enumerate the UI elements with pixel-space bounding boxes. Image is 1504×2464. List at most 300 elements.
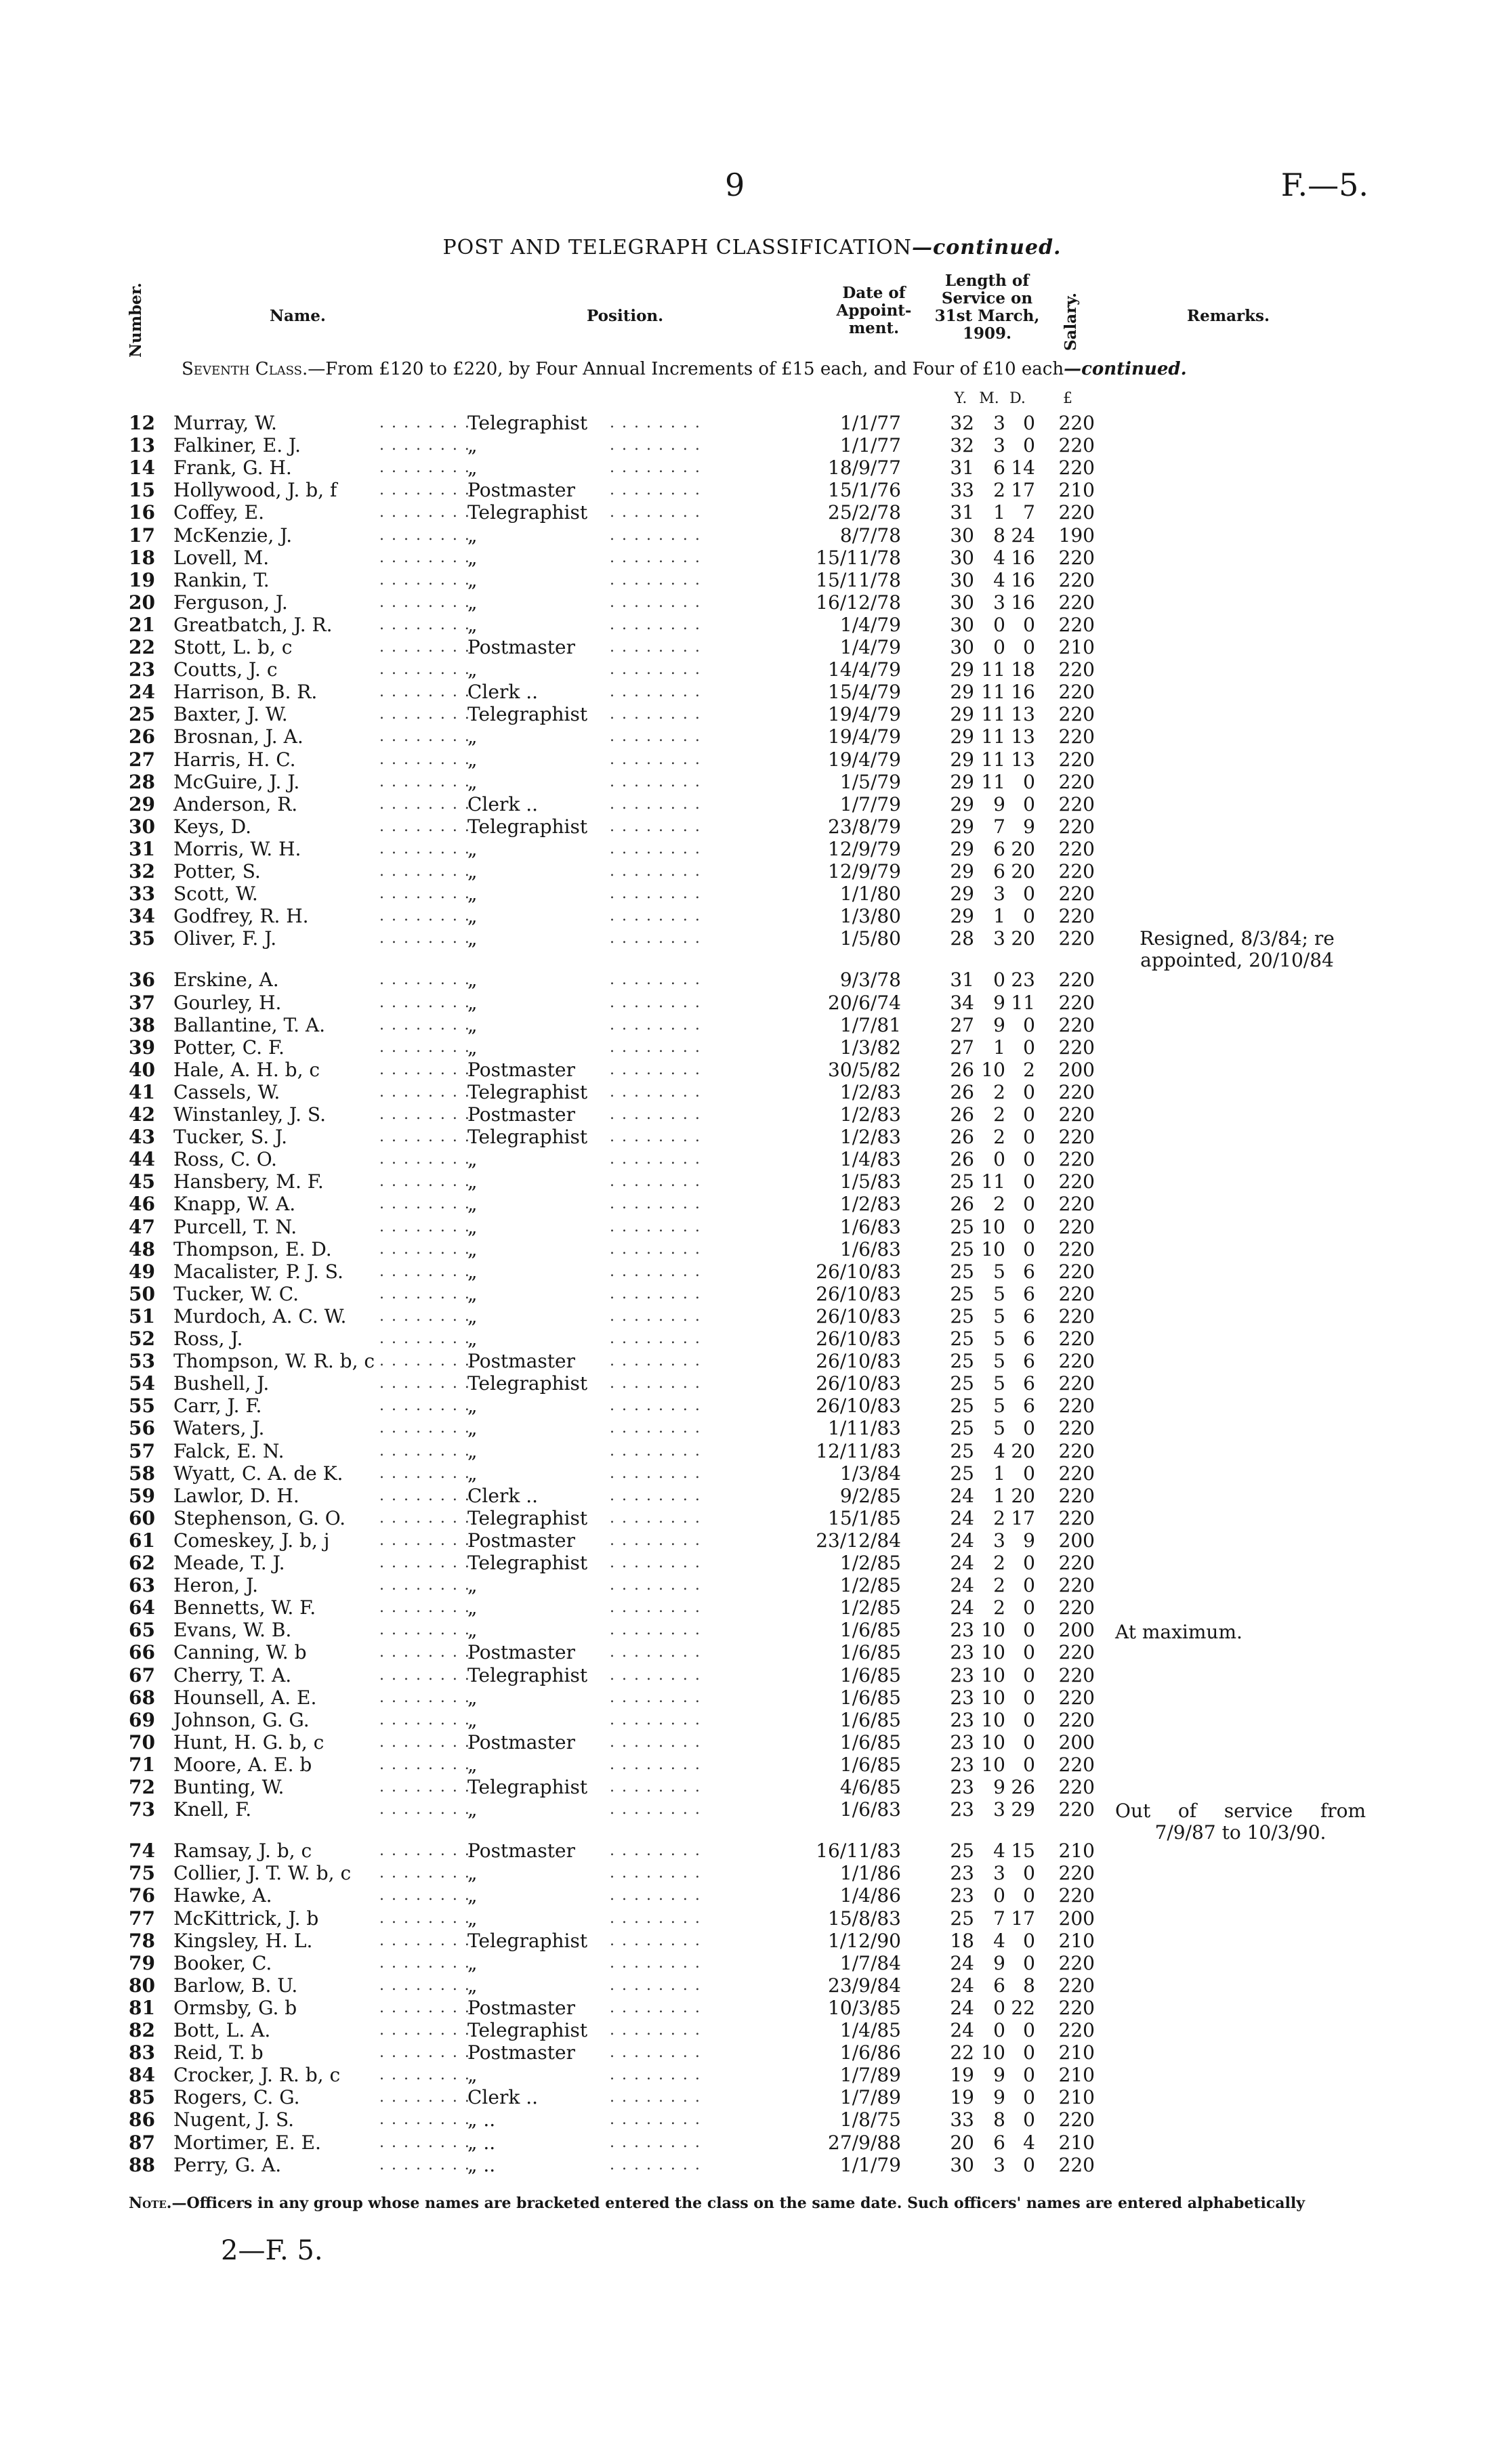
dot-leader: . . . . . . . .	[610, 1330, 701, 1347]
dot-leader: . . . . . . . .	[610, 1599, 701, 1617]
position: Postmaster	[467, 1529, 576, 1552]
table-row	[0, 434, 1504, 456]
salary: 220	[1058, 1641, 1095, 1664]
service-days: 29	[1011, 1798, 1035, 1821]
position: Telegraphist	[467, 1929, 588, 1952]
date-of-appointment: 1/4/83	[839, 1148, 901, 1171]
date-of-appointment: 1/6/83	[839, 1237, 901, 1260]
dot-leader: . . . . . . . .	[610, 930, 701, 948]
position: Postmaster	[467, 636, 576, 658]
dot-leader: . . . . . . . .	[610, 908, 701, 925]
service-months: 6	[993, 1974, 1005, 1997]
service-days: 0	[1023, 1462, 1035, 1485]
date-of-appointment: 15/1/76	[828, 479, 901, 502]
service-years: 32	[950, 434, 974, 457]
dot-leader: . . . . . . . .	[610, 1688, 701, 1706]
service-months: 3	[993, 434, 1005, 457]
service-years: 26	[950, 1080, 974, 1103]
service-months: 9	[993, 991, 1005, 1014]
position: „	[467, 658, 478, 681]
row-number: 55	[129, 1395, 155, 1418]
date-of-appointment: 15/1/85	[828, 1506, 901, 1529]
service-years: 23	[950, 1686, 974, 1709]
dot-leader: . . . . . . . .	[379, 1330, 471, 1347]
dot-leader: . . . . . . . .	[610, 1666, 701, 1684]
service-years: 29	[950, 681, 974, 704]
service-days: 17	[1011, 1506, 1035, 1529]
dot-leader: . . . . . . . .	[379, 1909, 471, 1927]
service-years: 29	[950, 725, 974, 748]
date-of-appointment: 1/6/85	[839, 1708, 901, 1731]
dot-leader: . . . . . . . .	[610, 1442, 701, 1460]
dot-leader: . . . . . . . .	[379, 1756, 471, 1773]
employee-name: Bennetts, W. F.	[173, 1596, 316, 1619]
date-of-appointment: 8/7/78	[839, 524, 901, 547]
dot-leader: . . . . . . . .	[379, 504, 471, 522]
service-days: 20	[1011, 860, 1035, 883]
dot-leader: . . . . . . . .	[379, 1779, 471, 1796]
row-number: 36	[129, 969, 155, 992]
salary: 220	[1058, 770, 1095, 793]
position: Telegraphist	[467, 1126, 588, 1149]
service-years: 23	[950, 1641, 974, 1664]
position: Postmaster	[467, 1058, 576, 1081]
position: „	[467, 883, 478, 906]
service-days: 0	[1023, 1686, 1035, 1709]
date-of-appointment: 14/4/79	[828, 658, 901, 681]
salary: 220	[1058, 991, 1095, 1014]
table-row	[0, 1440, 1504, 1462]
service-days: 9	[1023, 1529, 1035, 1552]
salary: 220	[1058, 501, 1095, 524]
dot-leader: . . . . . . . .	[379, 1733, 471, 1751]
row-number: 79	[129, 1951, 155, 1974]
salary: 220	[1058, 883, 1095, 906]
date-of-appointment: 16/12/78	[816, 591, 901, 614]
row-number: 22	[129, 636, 155, 658]
dot-leader: . . . . . . . .	[379, 1307, 471, 1325]
dot-leader: . . . . . . . .	[379, 1420, 471, 1437]
row-number: 33	[129, 883, 155, 906]
dot-leader: . . . . . . . .	[610, 1909, 701, 1927]
service-months: 2	[993, 1126, 1005, 1149]
remark-resigned: Resigned, 8/3/84; re appointed, 20/10/84	[1140, 927, 1335, 971]
date-of-appointment: 1/2/83	[839, 1103, 901, 1126]
employee-name: Potter, C. F.	[173, 1036, 285, 1059]
employee-name: Hansbery, M. F.	[173, 1170, 324, 1193]
column-header-date: Date of Appoint-ment.	[836, 284, 912, 337]
position: „	[467, 770, 478, 793]
service-months: 11	[981, 748, 1005, 771]
position: Telegraphist	[467, 1506, 588, 1529]
date-of-appointment: 1/1/80	[839, 883, 901, 906]
table-row	[0, 1997, 1504, 2019]
service-months: 5	[993, 1260, 1005, 1283]
date-of-appointment: 26/10/83	[816, 1350, 901, 1373]
date-of-appointment: 1/7/89	[839, 2064, 901, 2087]
position: „	[467, 1907, 478, 1930]
salary: 220	[1058, 1260, 1095, 1283]
dot-leader: . . . . . . . .	[610, 571, 701, 589]
position: „	[467, 1148, 478, 1171]
dot-leader: . . . . . . . .	[379, 908, 471, 925]
row-number: 61	[129, 1529, 155, 1552]
table-row	[0, 725, 1504, 748]
service-months: 9	[993, 2086, 1005, 2109]
service-days: 6	[1023, 1327, 1035, 1350]
service-months: 11	[981, 1170, 1005, 1193]
employee-name: Mortimer, E. E.	[173, 2131, 321, 2154]
service-days: 6	[1023, 1372, 1035, 1395]
position: „	[467, 1708, 478, 1731]
date-of-appointment: 26/10/83	[816, 1260, 901, 1283]
row-number: 80	[129, 1974, 155, 1997]
service-days: 0	[1023, 1080, 1035, 1103]
date-of-appointment: 1/1/77	[839, 412, 901, 434]
row-number: 41	[129, 1080, 155, 1103]
service-years: 26	[950, 1193, 974, 1216]
position: „	[467, 1036, 478, 1059]
row-number: 18	[129, 546, 155, 569]
date-of-appointment: 1/2/85	[839, 1552, 901, 1574]
service-months: 11	[981, 770, 1005, 793]
service-months: 3	[993, 591, 1005, 614]
employee-name: Coutts, J. c	[173, 658, 278, 681]
employee-name: Perry, G. A.	[173, 2153, 282, 2176]
dot-leader: . . . . . . . .	[610, 1577, 701, 1594]
date-of-appointment: 9/3/78	[839, 969, 901, 992]
dot-leader: . . . . . . . .	[610, 1173, 701, 1191]
salary: 220	[1058, 1506, 1095, 1529]
table-row	[0, 524, 1504, 547]
employee-name: Bushell, J.	[173, 1372, 270, 1395]
service-years: 29	[950, 837, 974, 860]
dot-leader: . . . . . . . .	[610, 1151, 701, 1168]
date-of-appointment: 1/2/85	[839, 1574, 901, 1597]
service-years: 29	[950, 815, 974, 838]
service-days: 18	[1011, 658, 1035, 681]
salary: 200	[1058, 1619, 1095, 1642]
dot-leader: . . . . . . . .	[379, 1240, 471, 1258]
service-months: 8	[993, 524, 1005, 547]
service-months: 9	[993, 1776, 1005, 1798]
position: „	[467, 1327, 478, 1350]
date-of-appointment: 1/7/84	[839, 1951, 901, 1974]
row-number: 81	[129, 1996, 155, 2019]
row-number: 20	[129, 591, 155, 614]
service-months: 3	[993, 1798, 1005, 1821]
service-days: 0	[1023, 1103, 1035, 1126]
dot-leader: . . . . . . . .	[610, 1801, 701, 1819]
salary: 220	[1058, 2108, 1095, 2131]
position: „	[467, 1753, 478, 1776]
service-months: 9	[993, 792, 1005, 815]
dot-leader: . . . . . . . .	[379, 1711, 471, 1728]
employee-name: Tucker, W. C.	[173, 1282, 299, 1305]
dot-leader: . . . . . . . .	[379, 616, 471, 633]
row-number: 58	[129, 1462, 155, 1485]
date-of-appointment: 1/6/85	[839, 1686, 901, 1709]
service-days: 17	[1011, 1907, 1035, 1930]
service-days: 0	[1023, 636, 1035, 658]
dot-leader: . . . . . . . .	[610, 526, 701, 544]
employee-name: Barlow, B. U.	[173, 1974, 298, 1997]
date-of-appointment: 12/9/79	[828, 837, 901, 860]
employee-name: Coffey, E.	[173, 501, 264, 524]
employee-name: Lovell, M.	[173, 546, 270, 569]
service-years: 30	[950, 636, 974, 658]
table-row	[0, 1462, 1504, 1485]
salary: 220	[1058, 1395, 1095, 1418]
date-of-appointment: 1/4/86	[839, 1884, 901, 1907]
salary: 220	[1058, 1996, 1095, 2019]
service-months: 1	[993, 1036, 1005, 1059]
table-row	[0, 1952, 1504, 1974]
column-header-number: Number.	[127, 282, 145, 358]
table-row	[0, 412, 1504, 434]
service-months: 0	[993, 636, 1005, 658]
table-row	[0, 1574, 1504, 1596]
date-of-appointment: 1/6/85	[839, 1663, 901, 1686]
employee-name: Hounsell, A. E.	[173, 1686, 317, 1709]
position: „	[467, 456, 478, 480]
service-years: 23	[950, 1753, 974, 1776]
position: „	[467, 1951, 478, 1974]
dot-leader: . . . . . . . .	[610, 1061, 701, 1078]
date-of-appointment: 1/3/80	[839, 905, 901, 928]
service-years: 26	[950, 1103, 974, 1126]
service-years: 23	[950, 1708, 974, 1731]
service-years: 25	[950, 1462, 974, 1485]
service-days: 0	[1023, 1884, 1035, 1907]
table-row	[0, 2108, 1504, 2131]
service-years: 25	[950, 1215, 974, 1238]
table-row	[0, 456, 1504, 479]
service-days: 0	[1023, 1951, 1035, 1974]
position: „	[467, 591, 478, 614]
dot-leader: . . . . . . . .	[379, 1375, 471, 1393]
dot-leader: . . . . . . . .	[610, 1262, 701, 1280]
dot-leader: . . . . . . . .	[379, 661, 471, 679]
service-years: 33	[950, 479, 974, 502]
dot-leader: . . . . . . . .	[379, 2089, 471, 2106]
date-of-appointment: 1/11/83	[828, 1417, 901, 1440]
employee-name: Johnson, G. G.	[173, 1708, 310, 1731]
dot-leader: . . . . . . . .	[379, 415, 471, 431]
row-number: 27	[129, 748, 155, 771]
employee-name: Falkiner, E. J.	[173, 434, 301, 457]
table-row	[0, 815, 1504, 838]
salary: 210	[1058, 1840, 1095, 1863]
service-months: 1	[993, 1462, 1005, 1485]
service-months: 11	[981, 725, 1005, 748]
table-row	[0, 1664, 1504, 1686]
service-months: 0	[993, 2019, 1005, 2041]
table-row	[0, 1884, 1504, 1907]
salary: 210	[1058, 2086, 1095, 2109]
service-years: 25	[950, 1304, 974, 1327]
service-days: 23	[1011, 969, 1035, 992]
service-months: 10	[981, 2041, 1005, 2064]
service-years: 31	[950, 501, 974, 524]
dot-leader: . . . . . . . .	[610, 1487, 701, 1504]
page-number: 9	[725, 167, 745, 203]
employee-name: Knell, F.	[173, 1798, 252, 1821]
salary: 220	[1058, 1552, 1095, 1574]
row-number: 43	[129, 1126, 155, 1149]
row-number: 30	[129, 815, 155, 838]
employee-name: Godfrey, R. H.	[173, 905, 309, 928]
position: „	[467, 860, 478, 883]
dot-leader: . . . . . . . .	[610, 2133, 701, 2151]
dot-leader: . . . . . . . .	[610, 994, 701, 1011]
dot-leader: . . . . . . . .	[610, 2044, 701, 2062]
salary: 220	[1058, 1574, 1095, 1597]
dot-leader: . . . . . . . .	[379, 1509, 471, 1527]
salary: 220	[1058, 1686, 1095, 1709]
note-text: —Officers in any group whose names are bracketed entered the class on the same date. Such officers' names are entered alphabetically	[171, 2194, 1305, 2212]
salary: 220	[1058, 1862, 1095, 1885]
dot-leader: . . . . . . . .	[379, 549, 471, 566]
employee-name: Baxter, J. W.	[173, 703, 288, 726]
position: „	[467, 748, 478, 771]
dot-leader: . . . . . . . .	[379, 1621, 471, 1639]
row-number: 51	[129, 1304, 155, 1327]
salary: 220	[1058, 1884, 1095, 1907]
table-row	[0, 569, 1504, 591]
employee-name: Rogers, C. G.	[173, 2086, 300, 2109]
salary: 210	[1058, 2131, 1095, 2154]
position: „	[467, 1395, 478, 1418]
service-months: 5	[993, 1395, 1005, 1418]
service-months: 2	[993, 1103, 1005, 1126]
service-years: 29	[950, 792, 974, 815]
employee-name: Scott, W.	[173, 883, 258, 906]
footnote	[129, 2194, 1305, 2212]
position: „	[467, 1798, 478, 1821]
date-of-appointment: 26/10/83	[816, 1395, 901, 1418]
dot-leader: . . . . . . . .	[379, 2022, 471, 2039]
dot-leader: . . . . . . . .	[610, 1554, 701, 1571]
service-months: 9	[993, 2064, 1005, 2087]
dot-leader: . . . . . . . .	[379, 1083, 471, 1101]
dot-leader: . . . . . . . .	[610, 2111, 701, 2129]
employee-name: Crocker, J. R. b, c	[173, 2064, 341, 2087]
service-days: 0	[1023, 1193, 1035, 1216]
position: Postmaster	[467, 479, 576, 502]
dot-leader: . . . . . . . .	[379, 1173, 471, 1191]
salary: 190	[1058, 524, 1095, 547]
salary: 210	[1058, 479, 1095, 502]
date-of-appointment: 27/9/88	[828, 2131, 901, 2154]
table-row	[0, 1754, 1504, 1776]
dot-leader: . . . . . . . .	[610, 2066, 701, 2084]
class-text: —From £120 to £220, by Four Annual Increments of £15 each, and Four of £10 each	[308, 359, 1064, 379]
dot-leader: . . . . . . . .	[610, 750, 701, 768]
service-years: 31	[950, 456, 974, 480]
salary: 220	[1058, 1596, 1095, 1619]
service-months: 2	[993, 1080, 1005, 1103]
service-days: 0	[1023, 1170, 1035, 1193]
service-months: 1	[993, 1484, 1005, 1507]
service-months: 10	[981, 1708, 1005, 1731]
table-row	[0, 1350, 1504, 1372]
dot-leader: . . . . . . . .	[379, 1397, 471, 1415]
unit-months: M.	[979, 390, 999, 407]
service-days: 20	[1011, 927, 1035, 950]
position: „	[467, 1013, 478, 1036]
service-days: 6	[1023, 1304, 1035, 1327]
table-row	[0, 1260, 1504, 1283]
salary: 220	[1058, 1708, 1095, 1731]
date-of-appointment: 1/7/79	[839, 792, 901, 815]
row-number: 47	[129, 1215, 155, 1238]
salary: 220	[1058, 1439, 1095, 1462]
row-number: 26	[129, 725, 155, 748]
position: Telegraphist	[467, 1552, 588, 1574]
service-months: 11	[981, 681, 1005, 704]
employee-name: Winstanley, J. S.	[173, 1103, 326, 1126]
date-of-appointment: 19/4/79	[828, 703, 901, 726]
dot-leader: . . . . . . . .	[610, 840, 701, 857]
table-row	[0, 1709, 1504, 1731]
footer-reference: 2—F. 5.	[221, 2235, 323, 2266]
dot-leader: . . . . . . . .	[379, 1285, 471, 1302]
table-row	[0, 636, 1504, 658]
position: Postmaster	[467, 1996, 576, 2019]
dot-leader: . . . . . . . .	[379, 1865, 471, 1882]
employee-name: Ormsby, G. b	[173, 1996, 297, 2019]
row-number: 52	[129, 1327, 155, 1350]
employee-name: Knapp, W. A.	[173, 1193, 296, 1216]
date-of-appointment: 1/2/85	[839, 1596, 901, 1619]
title-main: POST AND TELEGRAPH CLASSIFICATION	[442, 236, 913, 259]
dot-leader: . . . . . . . .	[379, 1999, 471, 2016]
position: „	[467, 524, 478, 547]
service-days: 0	[1023, 905, 1035, 928]
position: „	[467, 1282, 478, 1305]
dot-leader: . . . . . . . .	[610, 1999, 701, 2016]
date-of-appointment: 15/11/78	[816, 568, 901, 591]
table-row	[0, 479, 1504, 501]
date-of-appointment: 1/5/80	[839, 927, 901, 950]
table-row	[0, 771, 1504, 793]
employee-name: Harris, H. C.	[173, 748, 296, 771]
service-days: 0	[1023, 2041, 1035, 2064]
dot-leader: . . . . . . . .	[610, 1397, 701, 1415]
service-months: 2	[993, 479, 1005, 502]
service-days: 0	[1023, 613, 1035, 636]
salary: 200	[1058, 1730, 1095, 1754]
service-days: 0	[1023, 1574, 1035, 1597]
service-months: 6	[993, 837, 1005, 860]
service-months: 3	[993, 1529, 1005, 1552]
row-number: 85	[129, 2086, 155, 2109]
dot-leader: . . . . . . . .	[379, 1353, 471, 1370]
dot-leader: . . . . . . . .	[379, 1151, 471, 1168]
position: „	[467, 2064, 478, 2087]
salary: 220	[1058, 1776, 1095, 1798]
dot-leader: . . . . . . . .	[379, 1688, 471, 1706]
row-number: 78	[129, 1929, 155, 1952]
position: „	[467, 546, 478, 569]
position: „	[467, 1619, 478, 1642]
position: Clerk ..	[467, 792, 539, 815]
date-of-appointment: 1/12/90	[828, 1929, 901, 1952]
employee-name: Frank, G. H.	[173, 456, 292, 480]
row-number: 46	[129, 1193, 155, 1216]
service-days: 11	[1011, 991, 1035, 1014]
